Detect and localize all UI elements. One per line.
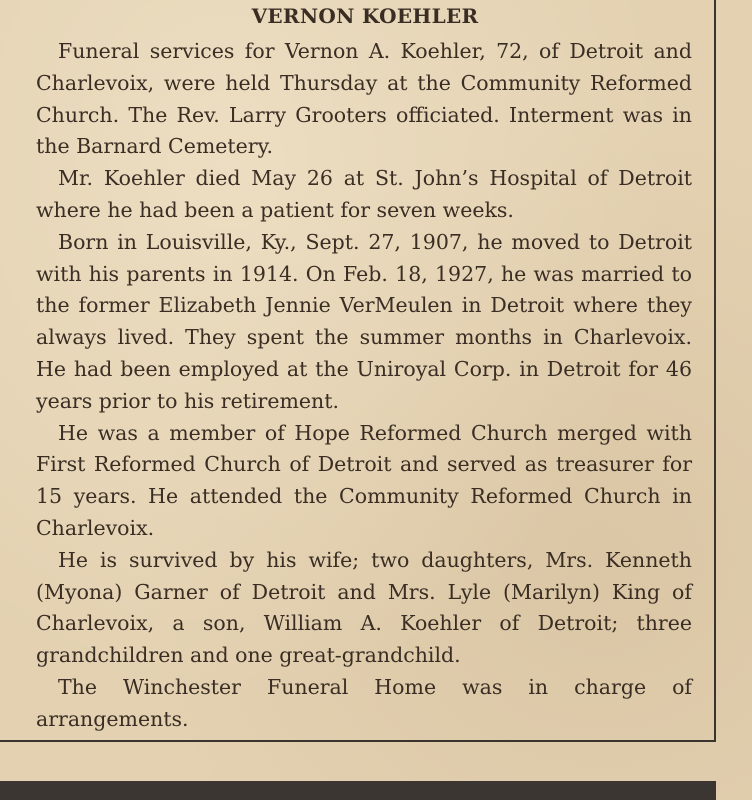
paragraph-biography: Born in Louisville, Ky., Sept. 27, 1907, he moved to Detroit with his parents in 1914. On Feb. 18, 1927, he was married to the former Elizabeth Jennie VerMeulen in Detroit where they always lived. They spent the summer months in Charlevoix. He had been employed at the Uniroyal Corp. in Detroit for 46 years prior to his retirement. <box>36 229 692 413</box>
paragraph-survivors: He is survived by his wife; two daughters, Mrs. Kenneth (Myona) Garner of Detroit and Mrs. Lyle (Marilyn) King of Charlevoix, a son, William A. Koehler of Detroit; three grandchildren and one great-grandchild. <box>36 547 692 668</box>
paragraph-arrangements: The Winchester Funeral Home was in charge of arrangements. <box>36 674 692 731</box>
obituary-headline: VERNON KOEHLER <box>251 4 479 28</box>
obituary-body <box>36 36 692 736</box>
adjacent-column-bar <box>0 781 716 800</box>
paragraph-death: Mr. Koehler died May 26 at St. John’s Hospital of Detroit where he had been a patient for seven weeks. <box>36 166 692 222</box>
paragraph-funeral-services: Funeral services for Vernon A. Koehler, 72, of Detroit and Charlevoix, were held Thursday at the Community Reformed Church. The Rev. Larry Grooters officiated. Interment was in the Barnard Cemetery. <box>36 39 692 159</box>
paragraph-church-membership: He was a member of Hope Reformed Church merged with First Reformed Church of Detroit and served as treasurer for 15 years. He attended the Community Reformed Church in Charlevoix. <box>36 420 692 540</box>
